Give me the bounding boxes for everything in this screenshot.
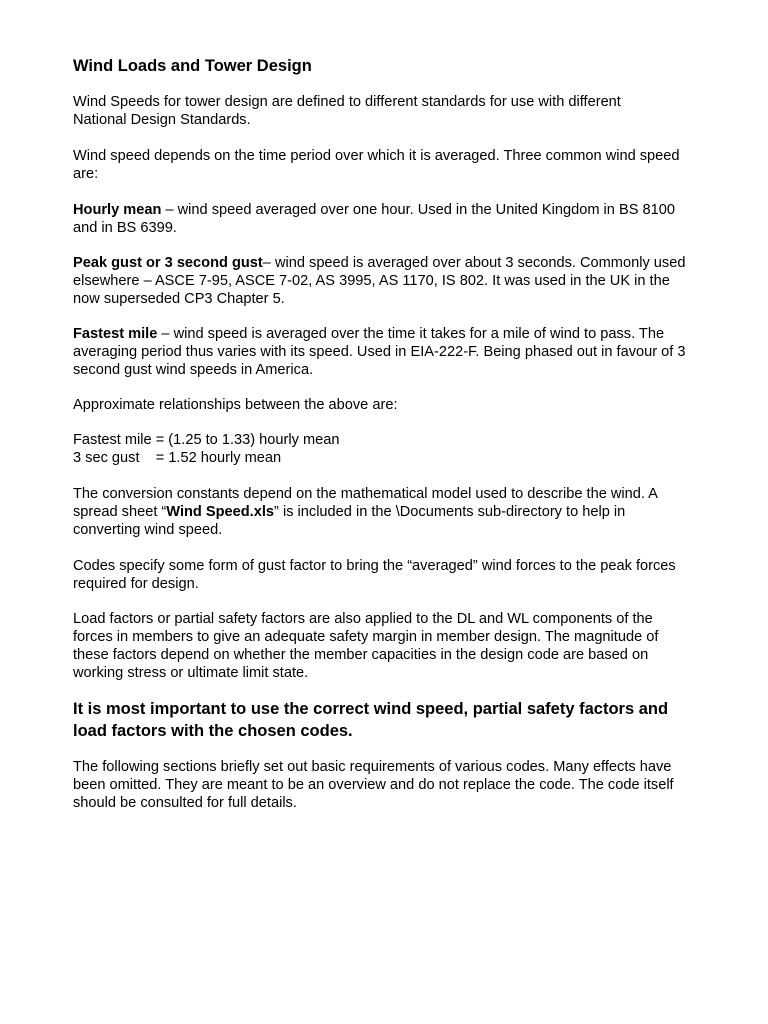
important-line: It is most important to use the correct wind speed, partial safety factors and	[73, 700, 669, 718]
relationship-row: 3 sec gust = 1.52 hourly mean	[73, 450, 282, 466]
paragraph-conversion	[73, 485, 733, 539]
definition-text: – wind speed is averaged over the time it takes for a mile of wind to pass. The	[157, 326, 665, 342]
paragraph-load-factors	[73, 610, 733, 682]
term-peak-gust: Peak gust or 3 second gust	[73, 255, 263, 271]
paragraph-line: should be consulted for full details.	[73, 795, 297, 811]
important-line: load factors with the chosen codes.	[73, 722, 353, 740]
term-fastest-mile: Fastest mile	[73, 326, 158, 342]
paragraph-line: The conversion constants depend on the mathematical model used to describe the wind. A	[73, 486, 658, 502]
paragraph-approx-intro	[73, 396, 733, 414]
paragraph-averaging	[73, 147, 733, 183]
relationships-block	[73, 431, 733, 467]
paragraph-line	[73, 254, 733, 272]
paragraph-line	[73, 201, 733, 219]
paragraph-hourly-mean	[73, 201, 733, 237]
paragraph-line: now superseded CP3 Chapter 5.	[73, 291, 285, 307]
paragraph-line: second gust wind speeds in America.	[73, 362, 314, 378]
definition-text: – wind speed is averaged over about 3 seconds. Commonly used	[262, 255, 686, 271]
paragraph-peak-gust	[73, 254, 733, 308]
paragraph-line: The following sections briefly set out basic requirements of various codes. Many effects have	[73, 759, 672, 775]
important-note	[73, 698, 743, 742]
paragraph-line: and in BS 6399.	[73, 220, 177, 236]
paragraph-line: Wind Speeds for tower design are defined to different standards for use with different	[73, 94, 621, 110]
paragraph-fastest-mile	[73, 325, 733, 379]
paragraph-line: National Design Standards.	[73, 112, 251, 128]
paragraph-line: Load factors or partial safety factors are also applied to the DL and WL components of the	[73, 611, 653, 627]
definition-text: – wind speed averaged over one hour. Used in the United Kingdom in BS 8100	[161, 202, 675, 218]
paragraph-line: required for design.	[73, 576, 199, 592]
paragraph-line: averaging period thus varies with its speed. Used in EIA-222-F. Being phased out in favour of 3	[73, 344, 686, 360]
paragraph-line	[73, 325, 733, 343]
paragraph-line: Wind speed depends on the time period over which it is averaged. Three common wind speed	[73, 148, 680, 164]
paragraph-line: Approximate relationships between the above are:	[73, 397, 398, 413]
paragraph-line: are:	[73, 166, 99, 182]
paragraph-intro	[73, 93, 733, 129]
paragraph-line: Codes specify some form of gust factor to bring the “averaged” wind forces to the peak forces	[73, 558, 676, 574]
paragraph-line: working stress or ultimate limit state.	[73, 665, 309, 681]
relationship-row: Fastest mile = (1.25 to 1.33) hourly mean	[73, 432, 340, 448]
spreadsheet-filename: Wind Speed.xls	[166, 504, 275, 520]
paragraph-gust-factor	[73, 557, 733, 593]
paragraph-line	[73, 503, 733, 521]
term-hourly-mean: Hourly mean	[73, 202, 162, 218]
paragraph-line: been omitted. They are meant to be an overview and do not replace the code. The code itself	[73, 777, 674, 793]
paragraph-following-sections	[73, 758, 733, 812]
paragraph-line: these factors depend on whether the member capacities in the design code are based on	[73, 647, 649, 663]
paragraph-line: elsewhere – ASCE 7-95, ASCE 7-02, AS 3995, AS 1170, IS 802. It was used in the UK in the	[73, 273, 670, 289]
paragraph-line: converting wind speed.	[73, 522, 223, 538]
text-segment: ” is included in the \Documents sub-directory to help in	[274, 504, 626, 520]
text-segment: spread sheet “	[73, 504, 167, 520]
page-title: Wind Loads and Tower Design	[73, 57, 312, 75]
paragraph-line: forces in members to give an adequate safety margin in member design. The magnitude of	[73, 629, 659, 645]
